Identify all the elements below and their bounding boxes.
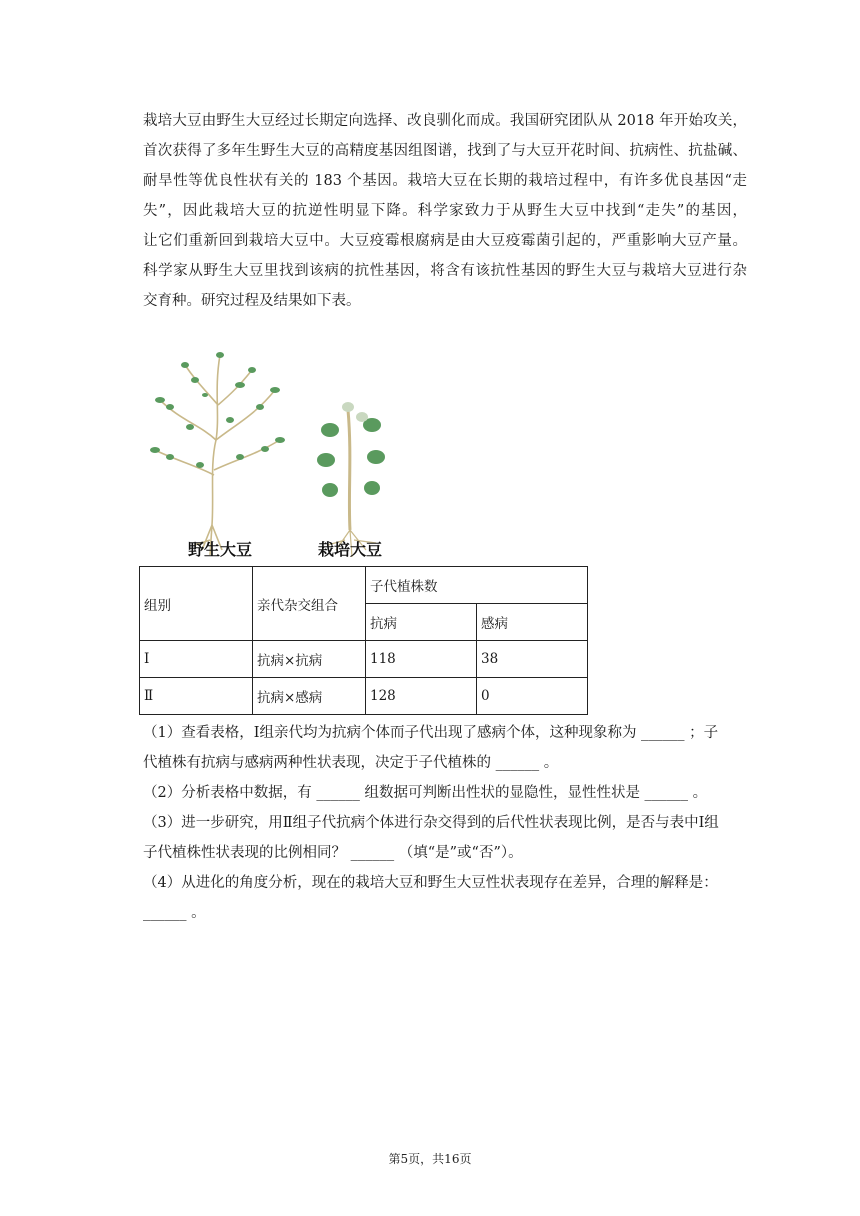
cell-susceptible: 0 xyxy=(477,678,588,715)
intro-line: 让它们重新回到栽培大豆中。大豆疫霉根腐病是由大豆疫霉菌引起的，严重影响大豆产量。 xyxy=(143,233,747,249)
header-offspring: 子代植株数 xyxy=(366,567,588,604)
intro-line: 交育种。研究过程及结果如下表。 xyxy=(143,293,361,309)
cell-cross: 抗病×抗病 xyxy=(253,641,366,678)
cross-results-table xyxy=(139,566,588,715)
header-parents: 亲代杂交组合 xyxy=(253,567,366,641)
wild-soybean-plant xyxy=(155,355,280,555)
question-line: （1）查看表格，Ⅰ组亲代均为抗病个体而子代出现了感病个体，这种现象称为 ______ ；子 xyxy=(143,725,719,741)
wild-soybean-caption: 野生大豆 xyxy=(188,540,253,559)
cultivated-soybean-caption: 栽培大豆 xyxy=(318,540,383,559)
table-row xyxy=(140,641,588,678)
header-group: 组别 xyxy=(140,567,253,641)
header-susceptible: 感病 xyxy=(477,604,588,641)
cell-resistant: 128 xyxy=(366,678,477,715)
question-line: （3）进一步研究，用Ⅱ组子代抗病个体进行杂交得到的后代性状表现比例，是否与表中Ⅰ组 xyxy=(143,815,719,831)
intro-line: 科学家从野生大豆里找到该病的抗性基因，将含有该抗性基因的野生大豆与栽培大豆进行杂 xyxy=(143,263,747,279)
cell-group: Ⅱ xyxy=(140,678,253,715)
intro-paragraph xyxy=(143,106,747,316)
question-line: ______ 。 xyxy=(143,905,206,921)
question-line: （2）分析表格中数据，有 ______ 组数据可判断出性状的显隐性，显性性状是 ______ 。 xyxy=(143,785,708,801)
table-header-row xyxy=(140,567,588,604)
question-line: 子代植株性状表现的比例相同？ ______ （填“是”或“否”）。 xyxy=(143,845,523,861)
cell-resistant: 118 xyxy=(366,641,477,678)
questions-block xyxy=(143,718,753,928)
intro-line: 栽培大豆由野生大豆经过长期定向选择、改良驯化而成。我国研究团队从 2018 年开始攻关， xyxy=(143,113,747,129)
soybean-illustration xyxy=(140,345,400,565)
cell-susceptible: 38 xyxy=(477,641,588,678)
intro-line: 首次获得了多年生野生大豆的高精度基因组图谱，找到了与大豆开花时间、抗病性、抗盐碱、 xyxy=(143,143,747,159)
intro-line: 耐旱性等优良性状有关的 183 个基因。栽培大豆在长期的栽培过程中，有许多优良基因“走 xyxy=(143,173,747,189)
table-row xyxy=(140,678,588,715)
question-line: （4）从进化的角度分析，现在的栽培大豆和野生大豆性状表现存在差异，合理的解释是： xyxy=(143,875,718,891)
cell-cross: 抗病×感病 xyxy=(253,678,366,715)
page-number: 第5页，共16页 xyxy=(388,1152,472,1166)
header-resistant: 抗病 xyxy=(366,604,477,641)
cell-group: Ⅰ xyxy=(140,641,253,678)
intro-line: 失”，因此栽培大豆的抗逆性明显下降。科学家致力于从野生大豆中找到“走失”的基因， xyxy=(143,203,747,219)
question-line: 代植株有抗病与感病两种性状表现，决定于子代植株的 ______ 。 xyxy=(143,755,559,771)
